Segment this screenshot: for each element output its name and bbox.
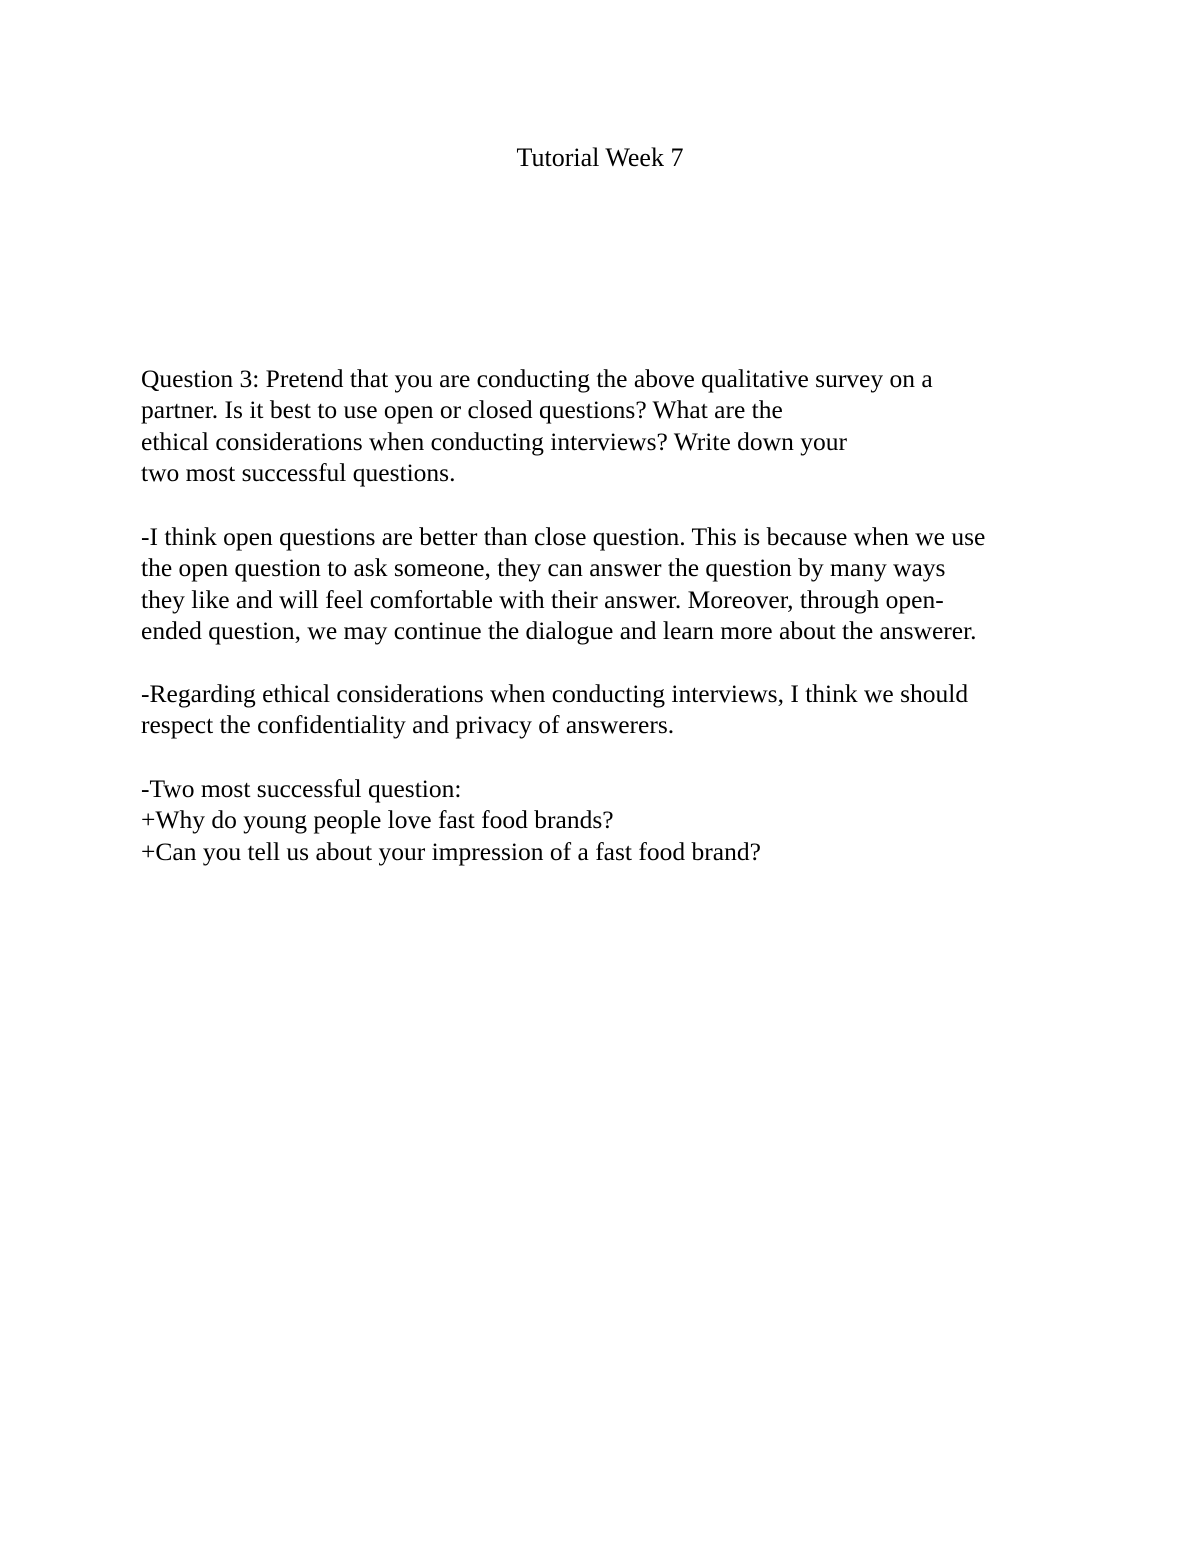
question-line: Question 3: Pretend that you are conducting the above qualitative survey on a [141,364,933,393]
list-item: +Why do young people love fast food brands? [141,805,614,835]
document-title: Tutorial Week 7 [516,143,684,172]
answer-line: the open question to ask someone, they can answer the question by many ways [141,553,946,583]
answer-open-questions-paragraph [141,521,1081,647]
answer-ethics-paragraph [141,678,1081,741]
question-line: two most successful questions. [141,458,456,488]
answer-line: they like and will feel comfortable with their answer. Moreover, through open- [141,584,944,614]
list-heading: -Two most successful question: [141,774,462,803]
list-item: +Can you tell us about your impression of a fast food brand? [141,836,761,866]
question-line: partner. Is it best to use open or closed questions? What are the [141,395,783,425]
question-line: ethical considerations when conducting interviews? Write down your [141,426,847,456]
answer-line: respect the confidentiality and privacy of answerers. [141,710,675,740]
successful-questions-list [141,773,1081,867]
question-paragraph [141,363,1081,489]
answer-line: ended question, we may continue the dialogue and learn more about the answerer. [141,616,977,646]
answer-line: -I think open questions are better than close question. This is because when we use [141,522,986,551]
answer-line: -Regarding ethical considerations when conducting interviews, I think we should [141,679,969,708]
